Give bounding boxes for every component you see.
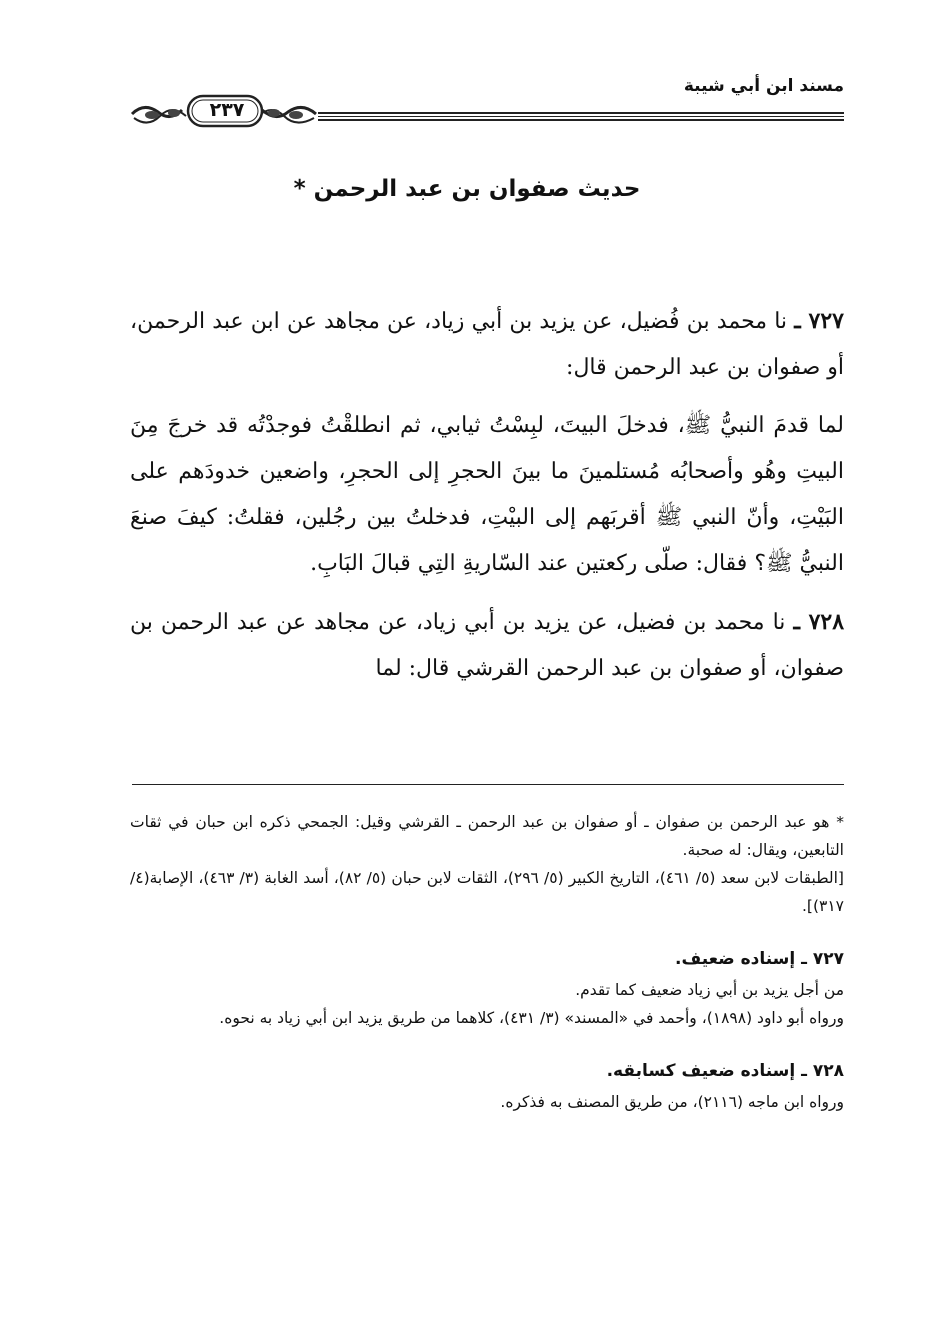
main-text xyxy=(130,298,844,704)
running-title: مسند ابن أبي شيبة xyxy=(683,76,844,96)
footnote-728-heading: ٧٢٨ ـ إسناده ضعيف كسابقه. xyxy=(606,1061,844,1081)
hadith-728-isnad xyxy=(130,599,844,692)
footnote-727-line1: من أجل يزيد بن أبي زياد ضعيف كما تقدم. xyxy=(575,981,844,999)
footnote-biography-refs: [الطبقات لابن سعد (٥/ ٤٦١)، التاريخ الكبير (٥/ ٢٩٦)، الثقات لابن حبان (٥/ ٨٢)، أسد الغابة (٣/ ٤٦٣)، الإصابة(٤/ ٣١٧)]. xyxy=(130,869,844,915)
header-rule xyxy=(318,112,844,121)
footnotes xyxy=(130,808,844,1138)
footnote-separator xyxy=(132,784,844,785)
footnote-biography-text: * هو عبد الرحمن بن صفوان ـ أو صفوان بن عبد الرحمن ـ القرشي وقيل: الجمحي ذكره ابن حبان في ثقات التابعين، ويقال: له صحبة. xyxy=(130,813,844,859)
hadith-727-matn: لما قدمَ النبيُّ ﷺ، فدخلَ البيتَ، لبِسْتُ ثيابي، ثم انطلقْتُ فوجدْتُه قد خرجَ مِنَ البيتِ وهُو وأصحابُه مُستلمينَ ما بينَ الحجرِ إلى الحجرِ، واضعين خدودَهم على البَيْتِ، وأنّ النبي ﷺ أقربَهم إلى البيْتِ، فدخلتُ بين رجُلين، فقلتُ: كيفَ صنعَ النبيُّ ﷺ؟ فقال: صلّى ركعتين عند السّاريةِ التِي قبالَ البَابِ. xyxy=(130,413,844,576)
hadith-728-isnad-text: نا محمد بن فضيل، عن يزيد بن أبي زياد، عن مجاهد عن عبد الرحمن بن صفوان، أو صفوان بن عبد الرحمن القرشي قال: لما xyxy=(130,610,844,681)
footnote-728-line1: ورواه ابن ماجه (٢١١٦)، من طريق المصنف به فذكره. xyxy=(500,1093,844,1111)
footnote-727-heading: ٧٢٧ ـ إسناده ضعيف. xyxy=(675,949,844,969)
hadith-727-isnad-text: نا محمد بن فُضيل، عن يزيد بن أبي زياد، عن مجاهد عن ابن عبد الرحمن، أو صفوان بن عبد الرحمن قال: xyxy=(130,309,844,380)
hadith-728-number: ٧٢٨ ـ xyxy=(793,609,845,635)
chapter-title: حديث صفوان بن عبد الرحمن * xyxy=(293,176,641,202)
footnote-727-line2: ورواه أبو داود (١٨٩٨)، وأحمد في «المسند» (٣/ ٤٣١)، كلاهما من طريق يزيد ابن أبي زياد به نحوه. xyxy=(219,1009,844,1027)
footnote-biography xyxy=(130,808,844,920)
footnote-728 xyxy=(130,1054,844,1116)
hadith-727-isnad xyxy=(130,298,844,391)
hadith-727-number: ٧٢٧ ـ xyxy=(794,308,844,334)
page-number: ٢٣٧ xyxy=(209,99,245,121)
footnote-727 xyxy=(130,942,844,1032)
